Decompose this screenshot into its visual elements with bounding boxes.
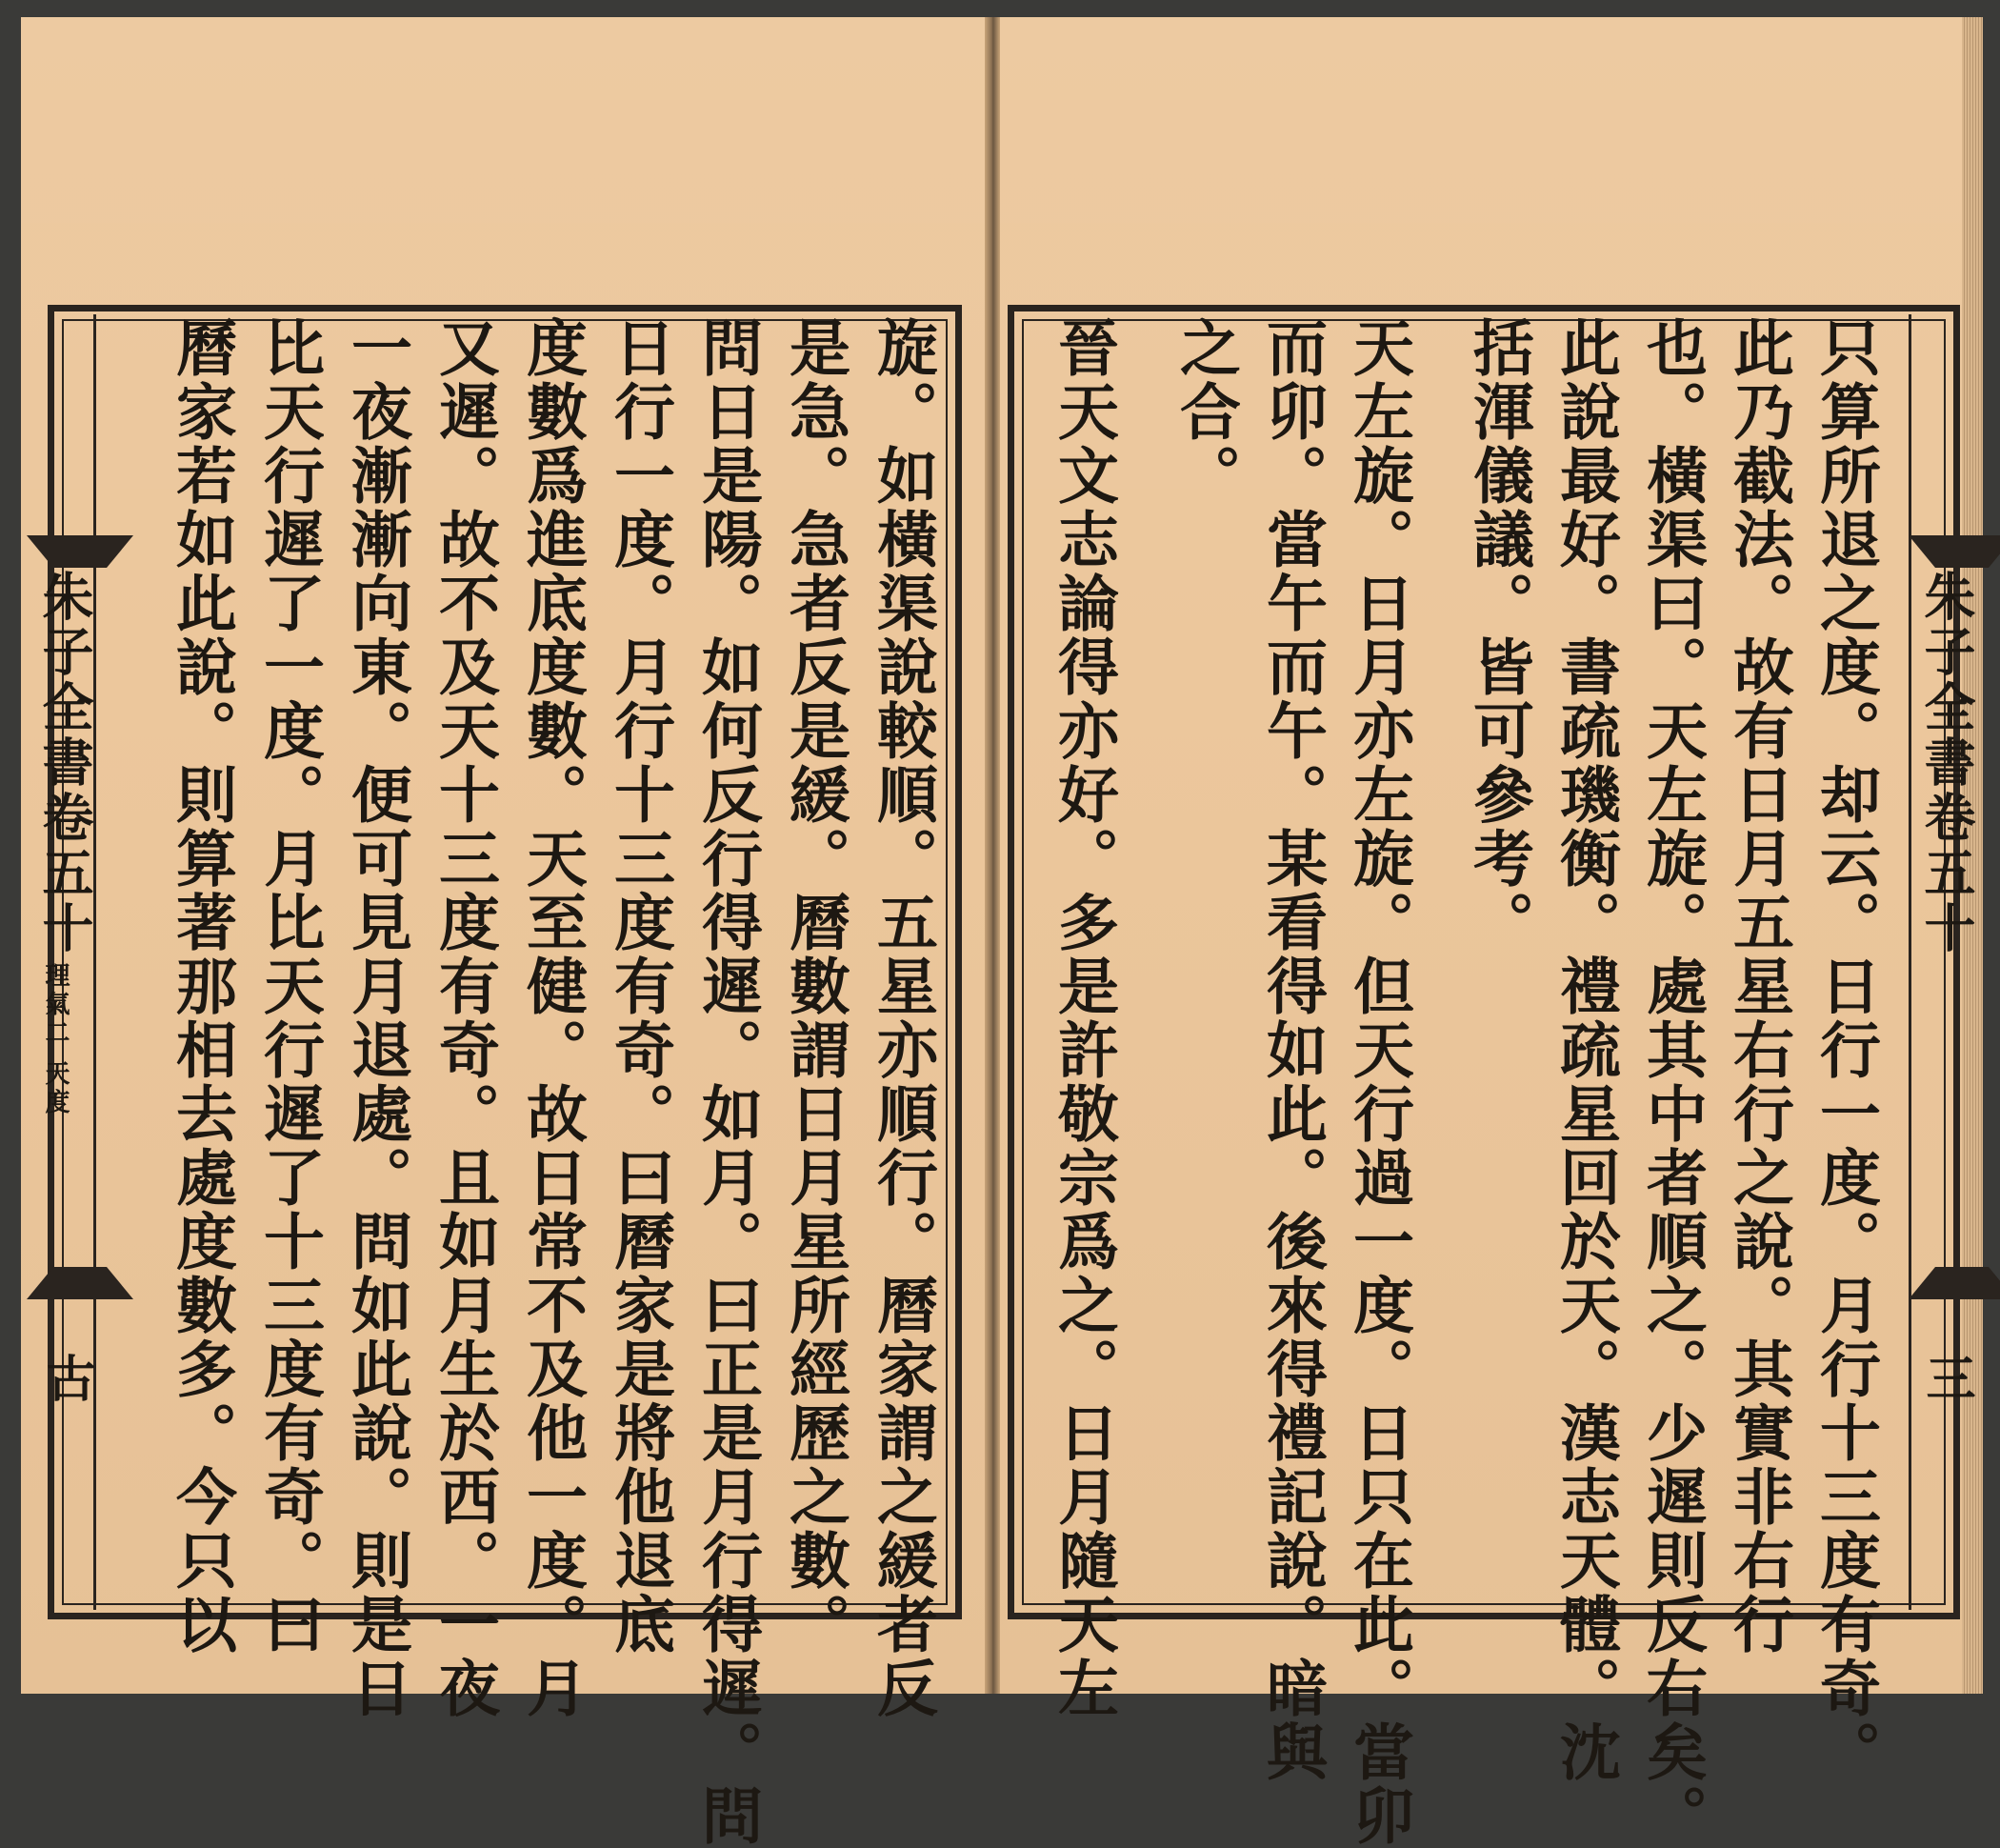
- book-gutter: [985, 17, 1000, 1694]
- left-margin-title: 朱子全書卷五十: [34, 570, 95, 956]
- right-margin-title: 朱子全書卷五十: [1916, 570, 1977, 956]
- right-fish-tail-top: [1909, 535, 2000, 568]
- left-fold-line: [93, 314, 96, 1610]
- left-col-8: 比天行遲了一度。月比天行遲了十三度有奇。曰: [253, 316, 325, 1657]
- right-col-4: 此說最好。書疏璣衡。禮疏星回於天。漢志天體。沈: [1550, 316, 1621, 1784]
- left-folio-number: 古: [37, 1353, 95, 1402]
- right-col-5: 括渾儀議。皆可參考。: [1463, 316, 1534, 954]
- left-col-4: 日行一度。月行十三度有奇。曰曆家是將他退底: [604, 316, 675, 1657]
- left-col-5: 度數爲進底度數。天至健。故日常不及他一度。月: [516, 316, 588, 1720]
- right-col-2: 此乃截法。故有日月五星右行之說。其實非右行: [1723, 316, 1794, 1657]
- right-col-6: 天左旋。日月亦左旋。但天行過一度。日只在此。當卯: [1343, 316, 1414, 1848]
- left-col-7: 一夜漸漸向東。便可見月退處。問如此說。則是日: [341, 316, 412, 1720]
- right-col-1: 只算所退之度。却云。日行一度。月行十三度有奇。: [1810, 316, 1881, 1784]
- left-margin-subtitle: 理氣二 天度: [41, 962, 70, 1118]
- right-fold-line: [1909, 314, 1911, 1610]
- right-fish-tail-bottom: [1909, 1267, 2000, 1299]
- left-col-3: 問日是陽。如何反行得遲。如月。曰正是月行得遲。問: [691, 316, 763, 1848]
- right-col-9: 晉天文志論得亦好。多是許敬宗爲之。日月隨天左: [1048, 316, 1119, 1720]
- left-col-9: 曆家若如此說。則算著那相去處度數多。今只以: [166, 316, 237, 1657]
- left-fish-tail-bottom: [27, 1267, 133, 1299]
- left-col-2: 是急。急者反是緩。曆數謂日月星所經歷之數。: [779, 316, 850, 1657]
- right-col-3: 也。橫渠曰。天左旋。處其中者順之。少遲則反右矣。: [1636, 316, 1708, 1848]
- right-col-8: 之合。: [1170, 316, 1241, 508]
- left-col-1: 旋。如橫渠說較順。五星亦順行。曆家謂之緩者反: [867, 316, 938, 1720]
- left-fish-tail-top: [27, 535, 133, 568]
- left-col-6: 又遲。故不及天十三度有奇。且如月生於西。一夜: [429, 316, 500, 1720]
- right-folio-number: 三: [1917, 1353, 1975, 1402]
- right-col-7: 而卯。當午而午。某看得如此。後來得禮記說。暗與: [1256, 316, 1328, 1784]
